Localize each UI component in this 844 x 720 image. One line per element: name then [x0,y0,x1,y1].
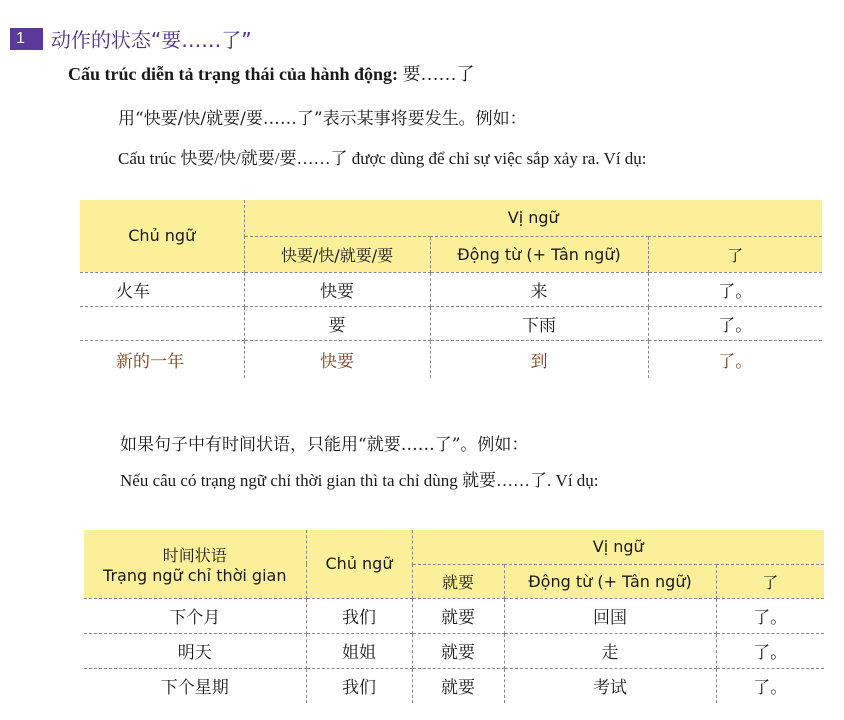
cell-le: 了。 [716,633,824,668]
header-le: 了 [648,236,822,272]
cell-verb: 到 [430,340,648,378]
cell-subject: 火车 [80,272,244,306]
header-adverb: 就要 [412,564,504,598]
cell-verb: 考试 [504,668,716,703]
section-title: 动作的状态“要……了” [50,28,252,52]
section-heading [10,24,252,53]
para1-vietnamese: Cấu trúc 快要/快/就要/要……了 được dùng để chỉ sự việc sắp xảy ra. Ví dụ: [118,149,647,168]
cell-le: 了。 [718,351,753,372]
cell-adverb: 就要 [412,633,504,668]
subtitle-bold: Cấu trúc diễn tả trạng thái của hành động: [68,64,399,84]
cell-subject: 我们 [306,598,412,633]
header-subject: Chủ ngữ [306,530,412,598]
cell-adverb: 就要 [412,668,504,703]
cell-verb: 走 [504,633,716,668]
para2-chinese: 如果句子中有时间状语，只能用“就要……了”。例如： [120,435,529,455]
header-subject: Chủ ngữ [80,200,244,272]
cell-verb: 来 [430,272,648,306]
header-time [84,530,306,598]
table-row [84,598,824,633]
header-le: 了 [716,564,824,598]
header-time-zh: 时间状语 [162,545,227,565]
cell-subject: 我们 [306,668,412,703]
table-row [84,633,824,668]
para2-vietnamese: Nếu câu có trạng ngữ chỉ thời gian thì ta chỉ dùng 就要……了. Ví dụ: [120,471,599,490]
cell-le: 了。 [753,678,788,699]
cell-time: 下个月 [84,598,306,633]
cell-le: 了。 [716,598,824,633]
table-row [80,306,822,340]
header-verb: Động từ (+ Tân ngữ) [504,564,716,598]
cell-adverb: 要 [244,306,430,340]
header-verb: Động từ (+ Tân ngữ) [430,236,648,272]
cell-time: 下个星期 [84,668,306,703]
cell-verb: 下雨 [430,306,648,340]
cell-time: 明天 [84,633,306,668]
cell-subject: 姐姐 [306,633,412,668]
header-predicate: Vị ngữ [412,530,824,564]
header-predicate: Vị ngữ [244,200,822,236]
cell-verb: 回国 [504,598,716,633]
cell-subject [80,306,244,340]
header-time-vn: Trạng ngữ chỉ thời gian [103,565,287,585]
cell-adverb: 快要 [244,340,430,378]
cell-le: 了。 [648,306,822,340]
cell-subject: 新的一年 [80,340,244,378]
table-time-adverbial [84,530,824,703]
table-row [84,668,824,703]
table-adverb-structure [80,200,822,378]
cell-le: 了。 [648,272,822,306]
section-subtitle [68,60,475,86]
cell-adverb: 就要 [412,598,504,633]
cell-adverb: 快要 [244,272,430,306]
table-row [80,272,822,306]
subtitle-plain: 要……了 [398,64,475,84]
table-row [80,340,822,378]
para1-chinese: 用“快要/快/就要/要……了”表示某事将要发生。例如： [118,109,527,129]
section-number: 1 [10,28,43,50]
header-adverb: 快要/快/就要/要 [244,236,430,272]
